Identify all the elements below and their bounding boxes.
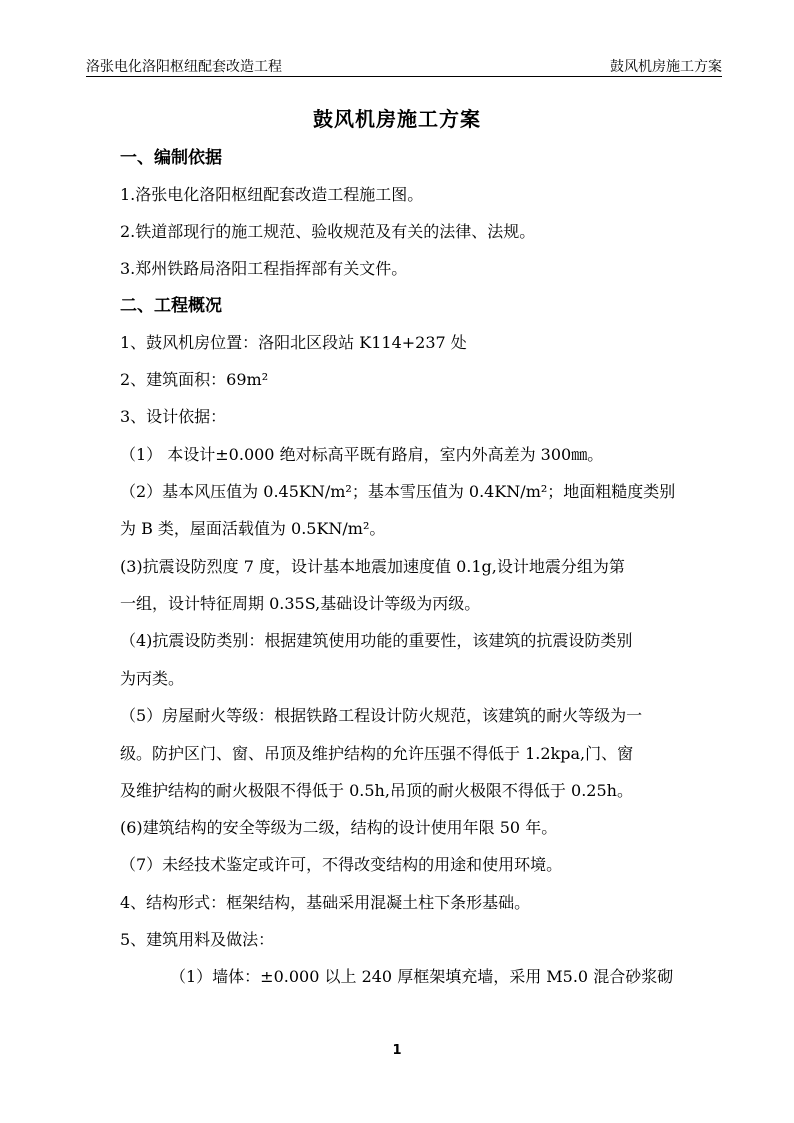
- design-basis-item-5: （5）房屋耐火等级：根据铁路工程设计防火规范，该建筑的耐火等级为一: [120, 706, 643, 725]
- design-basis-item-1: （1） 本设计±0.000 绝对标高平既有路肩，室内外高差为 300㎜。: [120, 445, 604, 464]
- overview-design-basis: 3、设计依据：: [120, 407, 227, 426]
- design-basis-item-3: (3)抗震设防烈度 7 度，设计基本地震加速度值 0.1g,设计地震分组为第: [120, 557, 625, 576]
- header-project-name: 洛张电化洛阳枢纽配套改造工程: [86, 59, 282, 75]
- section-heading-basis: 一、编制依据: [120, 148, 222, 168]
- section-heading-overview: 二、工程概况: [120, 296, 222, 316]
- overview-location: 1、鼓风机房位置：洛阳北区段站 K114+237 处: [120, 333, 467, 352]
- page-number: 1: [392, 1043, 402, 1058]
- header-document-name: 鼓风机房施工方案: [610, 59, 722, 75]
- basis-item-1: 1.洛张电化洛阳枢纽配套改造工程施工图。: [120, 185, 424, 204]
- overview-materials: 5、建筑用料及做法：: [120, 930, 275, 949]
- design-basis-item-2-cont: 为 B 类，屋面活载值为 0.5KN/m²。: [120, 519, 386, 538]
- page-header: [86, 54, 722, 77]
- design-basis-item-5-cont: 级。防护区门、窗、吊顶及维护结构的允许压强不得低于 1.2kpa,门、窗: [120, 744, 634, 763]
- design-basis-item-4-cont: 为丙类。: [120, 669, 185, 688]
- basis-item-3: 3.郑州铁路局洛阳工程指挥部有关文件。: [120, 259, 408, 278]
- design-basis-item-4: （4)抗震设防类别：根据建筑使用功能的重要性，该建筑的抗震设防类别: [120, 631, 633, 650]
- document-title: 鼓风机房施工方案: [313, 107, 481, 131]
- materials-item-1: （1）墙体：±0.000 以上 240 厚框架填充墙，采用 M5.0 混合砂浆砌: [170, 967, 674, 986]
- design-basis-item-2: （2）基本风压值为 0.45KN/m²；基本雪压值为 0.4KN/m²；地面粗糙度类别: [120, 482, 676, 501]
- design-basis-item-3-cont: 一组，设计特征周期 0.35S,基础设计等级为丙级。: [120, 594, 481, 613]
- overview-structure-form: 4、结构形式：框架结构，基础采用混凝土柱下条形基础。: [120, 893, 531, 912]
- design-basis-item-6: (6)建筑结构的安全等级为二级，结构的设计使用年限 50 年。: [120, 818, 558, 837]
- design-basis-item-7: （7）未经技术鉴定或许可，不得改变结构的用途和使用环境。: [120, 855, 563, 874]
- overview-area: 2、建筑面积：69m²: [120, 370, 269, 389]
- basis-item-2: 2.铁道部现行的施工规范、验收规范及有关的法律、法规。: [120, 222, 536, 241]
- design-basis-item-5-cont-2: 及维护结构的耐火极限不得低于 0.5h,吊顶的耐火极限不得低于 0.25h。: [120, 781, 633, 800]
